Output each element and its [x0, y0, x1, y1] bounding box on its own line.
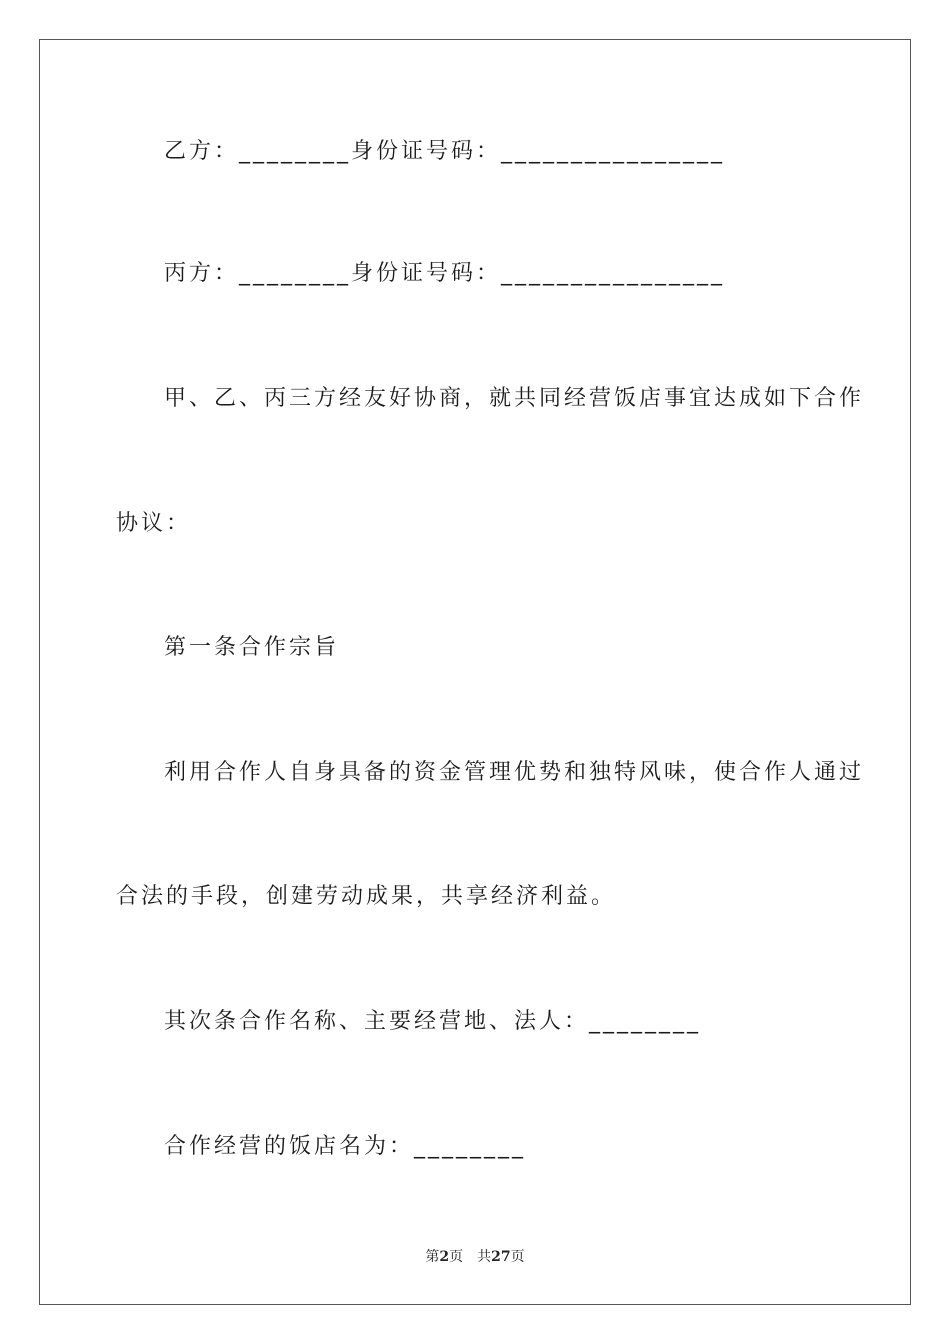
footer-page-total: 27	[491, 1249, 511, 1265]
footer-total-suffix: 页	[510, 1249, 525, 1265]
footer-page-suffix: 页	[449, 1249, 464, 1265]
footer-total-prefix: 共	[477, 1249, 492, 1265]
article-one-text-continuation: 合法的手段，创建劳动成果，共享经济利益。	[116, 884, 617, 909]
footer-page-current: 2	[439, 1249, 450, 1265]
party-c-line: 丙方：________身份证号码：________________	[164, 261, 726, 286]
footer-page-prefix: 第	[425, 1249, 440, 1265]
page-border	[39, 39, 911, 1305]
agreement-intro-line: 甲、乙、丙三方经友好协商，就共同经营饭店事宜达成如下合作	[164, 386, 865, 411]
article-one-heading: 第一条合作宗旨	[164, 635, 340, 660]
article-one-text: 利用合作人自身具备的资金管理优势和独特风味，使合作人通过	[164, 760, 865, 785]
agreement-intro-continuation: 协议：	[116, 511, 192, 536]
party-b-line: 乙方：________身份证号码：________________	[164, 139, 726, 164]
page-footer	[0, 1247, 950, 1267]
restaurant-name-line: 合作经营的饭店名为：________	[164, 1134, 527, 1159]
article-two-heading: 其次条合作名称、主要经营地、法人：________	[164, 1009, 702, 1034]
